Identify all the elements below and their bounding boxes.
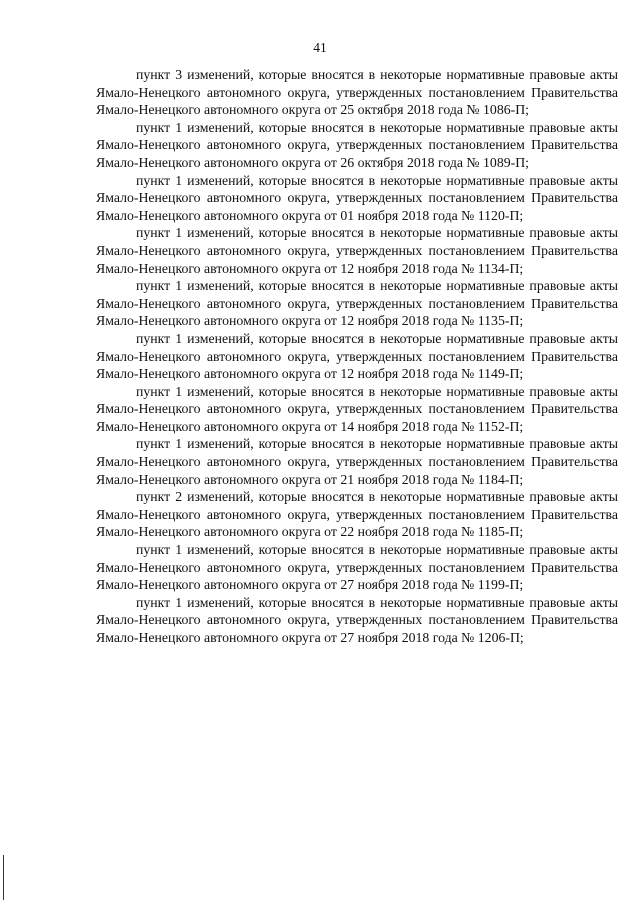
list-item: пункт 1 изменений, которые вносятся в некоторые нормативные правовые акты Ямало-Ненецкого автономного округа, утвержденных постановлением Правительства Ямало-Ненецкого автономного округа от 27 ноября 2018 года № 1206-П; bbox=[96, 594, 618, 645]
scan-edge-line bbox=[3, 855, 4, 900]
list-item: пункт 1 изменений, которые вносятся в некоторые нормативные правовые акты Ямало-Ненецкого автономного округа, утвержденных постановлением Правительства Ямало-Ненецкого автономного округа от 21 ноября 2018 года № 1184-П; bbox=[96, 436, 618, 487]
list-item: пункт 1 изменений, которые вносятся в некоторые нормативные правовые акты Ямало-Ненецкого автономного округа, утвержденных постановлением Правительства Ямало-Ненецкого автономного округа от 14 ноября 2018 года № 1152-П; bbox=[96, 383, 618, 434]
list-item: пункт 1 изменений, которые вносятся в некоторые нормативные правовые акты Ямало-Ненецкого автономного округа, утвержденных постановлением Правительства Ямало-Ненецкого автономного округа от 12 ноября 2018 года № 1149-П; bbox=[96, 330, 618, 382]
list-item: пункт 1 изменений, которые вносятся в некоторые нормативные правовые акты Ямало-Ненецкого автономного округа, утвержденных постановлением Правительства Ямало-Ненецкого автономного округа от 26 октября 2018 года № 1089-П; bbox=[96, 119, 618, 170]
list-item: пункт 3 изменений, которые вносятся в некоторые нормативные правовые акты Ямало-Ненецкого автономного округа, утвержденных постановлением Правительства Ямало-Ненецкого автономного округа от 25 октября 2018 года № 1086-П; bbox=[96, 67, 618, 118]
document-body bbox=[96, 66, 618, 647]
page-number: 41 bbox=[313, 40, 327, 55]
list-item: пункт 1 изменений, которые вносятся в некоторые нормативные правовые акты Ямало-Ненецкого автономного округа, утвержденных постановлением Правительства Ямало-Ненецкого автономного округа от 12 ноября 2018 года № 1134-П; bbox=[96, 225, 618, 276]
list-item: пункт 1 изменений, которые вносятся в некоторые нормативные правовые акты Ямало-Ненецкого автономного округа, утвержденных постановлением Правительства Ямало-Ненецкого автономного округа от 01 ноября 2018 года № 1120-П; bbox=[96, 172, 618, 223]
list-item: пункт 2 изменений, которые вносятся в некоторые нормативные правовые акты Ямало-Ненецкого автономного округа, утвержденных постановлением Правительства Ямало-Ненецкого автономного округа от 22 ноября 2018 года № 1185-П; bbox=[96, 489, 618, 540]
list-item: пункт 1 изменений, которые вносятся в некоторые нормативные правовые акты Ямало-Ненецкого автономного округа, утвержденных постановлением Правительства Ямало-Ненецкого автономного округа от 27 ноября 2018 года № 1199-П; bbox=[96, 542, 618, 593]
list-item: пункт 1 изменений, которые вносятся в некоторые нормативные правовые акты Ямало-Ненецкого автономного округа, утвержденных постановлением Правительства Ямало-Ненецкого автономного округа от 12 ноября 2018 года № 1135-П; bbox=[96, 278, 618, 329]
